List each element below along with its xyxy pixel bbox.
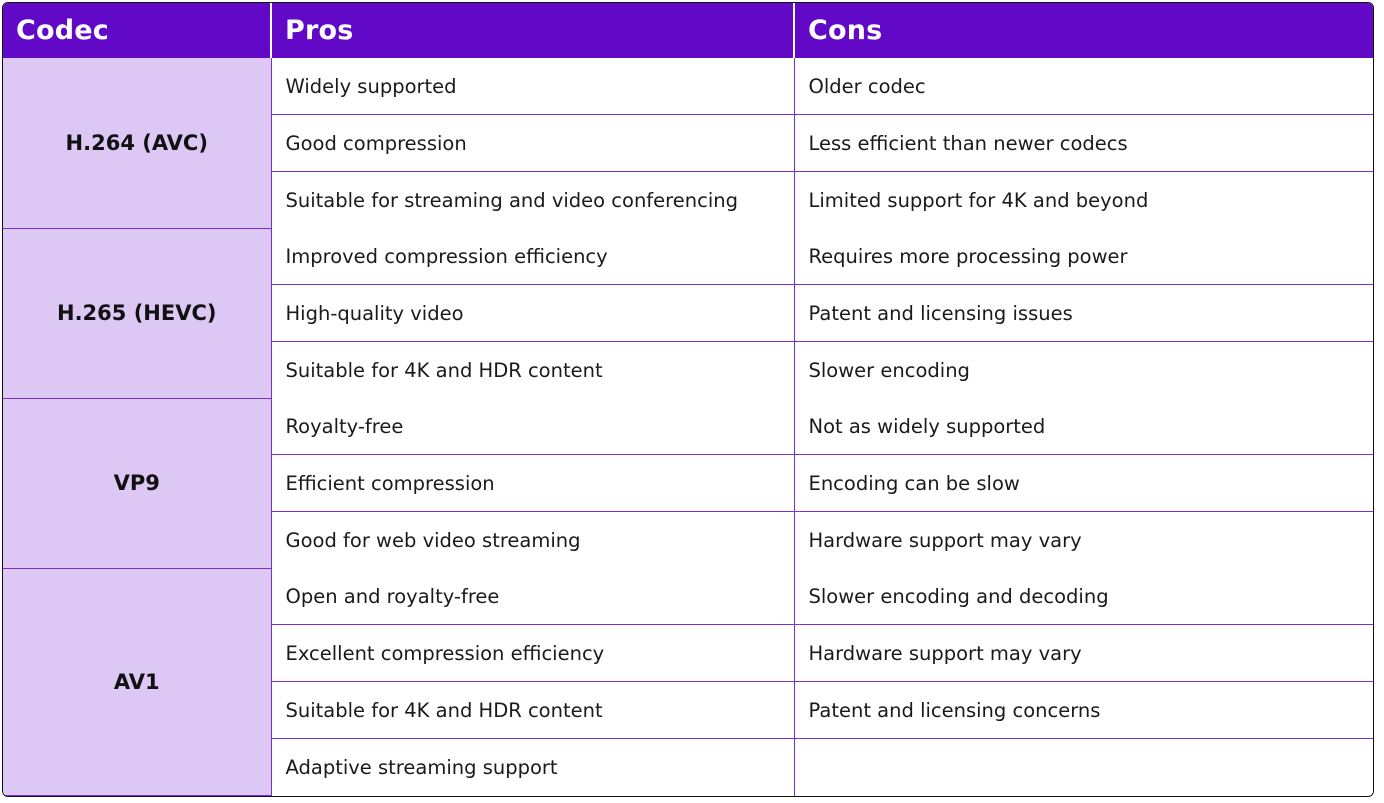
pro-cell: Suitable for streaming and video conferencing [271,172,794,229]
con-cell: Requires more processing power [794,228,1373,285]
con-cell: Older codec [794,58,1373,115]
codec-group-av1 [3,568,1373,795]
pro-cell: Adaptive streaming support [271,739,794,796]
codec-name-cell: AV1 [3,568,271,795]
con-cell: Limited support for 4K and beyond [794,172,1373,229]
header-cons: Cons [794,3,1373,58]
con-cell: Slower encoding [794,342,1373,399]
pro-cell: Open and royalty-free [271,568,794,625]
header-codec: Codec [3,3,271,58]
codec-name-cell: VP9 [3,398,271,568]
table-row [3,228,1373,285]
codec-group-vp9 [3,398,1373,568]
con-cell [794,739,1373,796]
con-cell: Not as widely supported [794,398,1373,455]
con-cell: Hardware support may vary [794,512,1373,569]
con-cell: Less efficient than newer codecs [794,115,1373,172]
con-cell: Patent and licensing concerns [794,682,1373,739]
pro-cell: Improved compression efficiency [271,228,794,285]
codec-group-h264 [3,58,1373,228]
table-row [3,398,1373,455]
pro-cell: High-quality video [271,285,794,342]
comparison-grid [3,3,1373,796]
table-header [3,3,1373,58]
table-row [3,58,1373,115]
pro-cell: Good compression [271,115,794,172]
pro-cell: Royalty-free [271,398,794,455]
table-row [3,568,1373,625]
pro-cell: Good for web video streaming [271,512,794,569]
pro-cell: Suitable for 4K and HDR content [271,682,794,739]
codec-comparison-table [2,2,1374,797]
codec-name-cell: H.264 (AVC) [3,58,271,228]
con-cell: Slower encoding and decoding [794,568,1373,625]
pro-cell: Widely supported [271,58,794,115]
pro-cell: Suitable for 4K and HDR content [271,342,794,399]
pro-cell: Excellent compression efficiency [271,625,794,682]
con-cell: Hardware support may vary [794,625,1373,682]
con-cell: Patent and licensing issues [794,285,1373,342]
codec-group-h265 [3,228,1373,398]
header-pros: Pros [271,3,794,58]
header-row [3,3,1373,58]
con-cell: Encoding can be slow [794,455,1373,512]
pro-cell: Efficient compression [271,455,794,512]
codec-name-cell: H.265 (HEVC) [3,228,271,398]
